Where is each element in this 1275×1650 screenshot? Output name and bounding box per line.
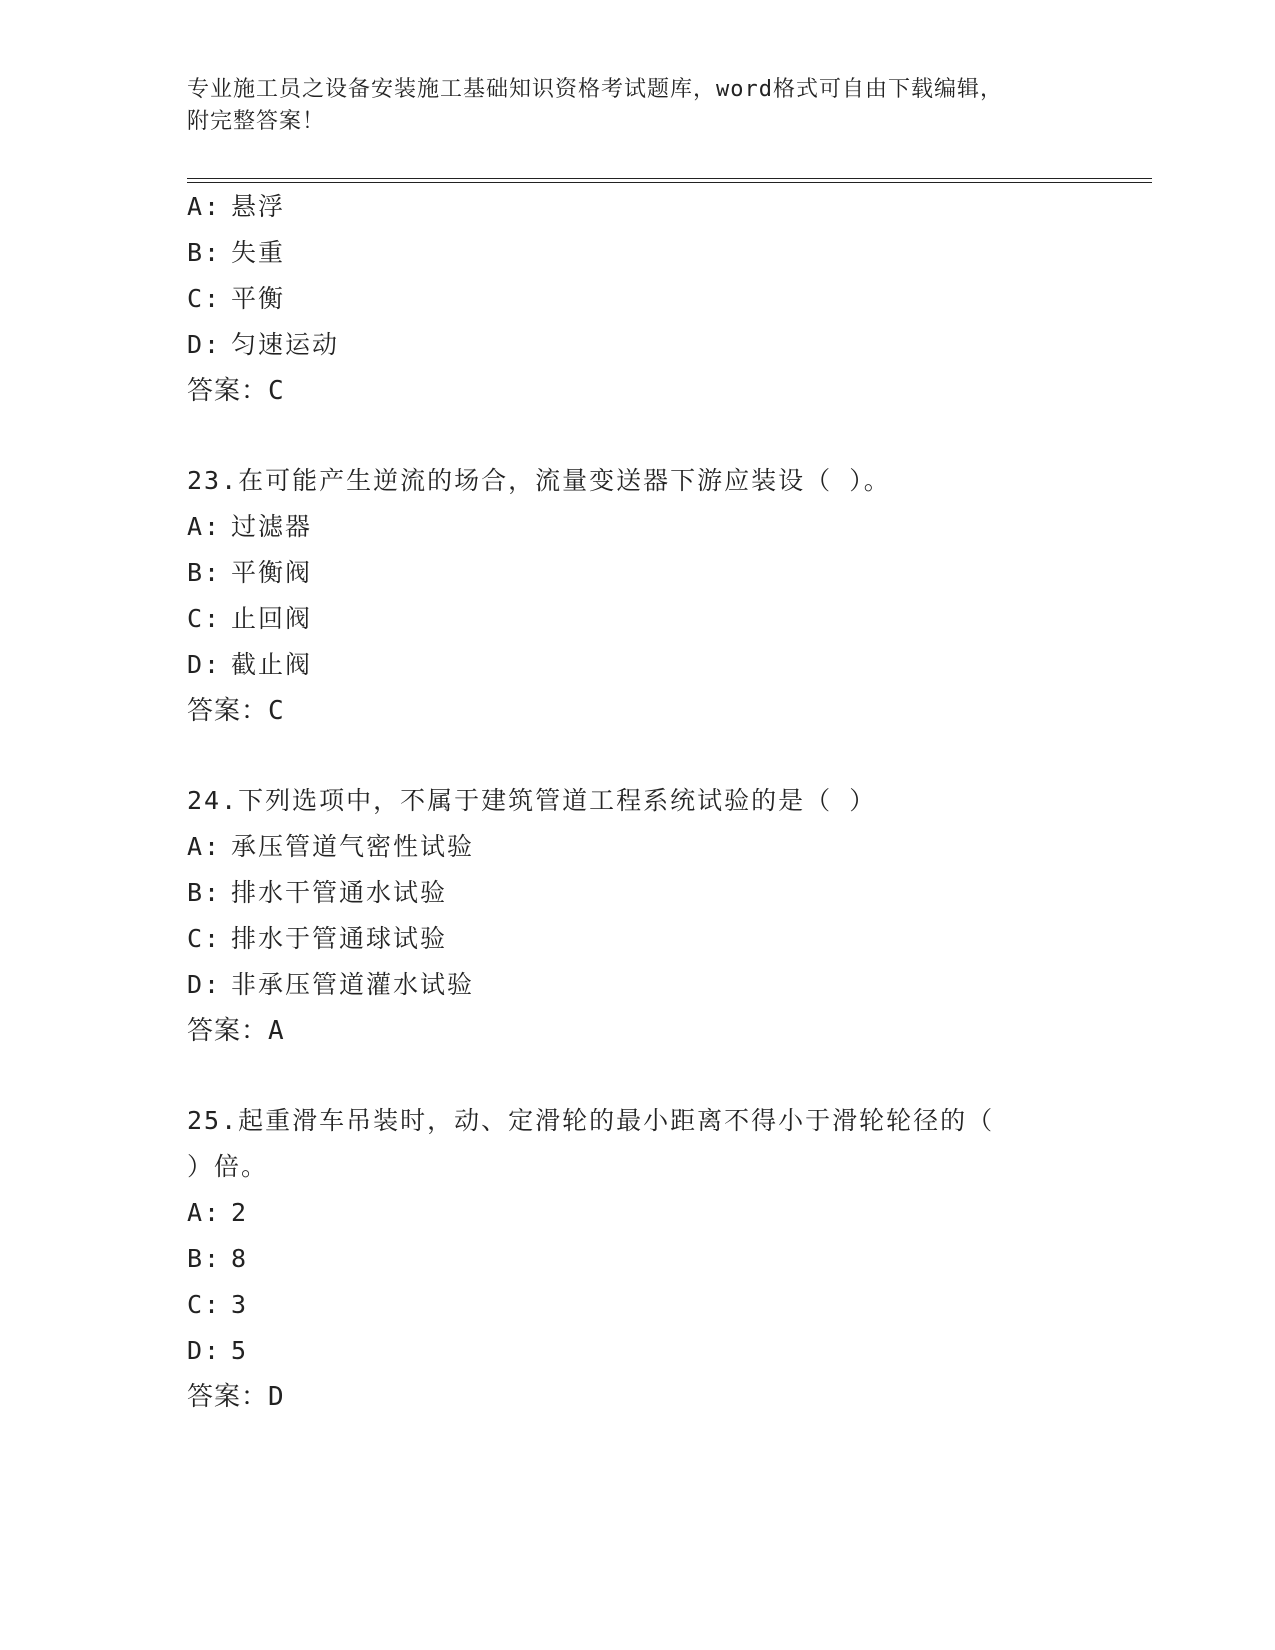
question-25 [187, 1106, 1087, 1428]
option-b [187, 558, 1087, 604]
spacer [187, 742, 1087, 786]
option-text: 非承压管道灌水试验 [231, 970, 475, 999]
header-divider-bottom [187, 182, 1152, 183]
option-text: 截止阀 [231, 650, 313, 679]
option-letter: D: [187, 650, 222, 679]
option-d [187, 650, 1087, 696]
option-text: 2 [231, 1198, 249, 1227]
option-letter: C: [187, 284, 222, 313]
option-letter: C: [187, 1290, 222, 1319]
option-letter: B: [187, 238, 222, 267]
option-text: 止回阀 [231, 604, 313, 633]
header-title-line-2: 附完整答案！ [187, 109, 326, 134]
header-title-line-1: 专业施工员之设备安装施工基础知识资格考试题库，word格式可自由下载编辑， [187, 77, 1003, 102]
option-text: 过滤器 [231, 512, 313, 541]
option-a [187, 192, 1087, 238]
option-d [187, 1336, 1087, 1382]
option-text: 平衡 [231, 284, 286, 313]
option-text: 排水干管通水试验 [231, 878, 448, 907]
question-text-line-2: ）倍。 [187, 1152, 269, 1181]
option-letter: D: [187, 330, 222, 359]
option-text: 悬浮 [231, 192, 286, 221]
option-text: 承压管道气密性试验 [231, 832, 475, 861]
option-letter: B: [187, 1244, 222, 1273]
question-text: 23.在可能产生逆流的场合，流量变送器下游应装设（ ）。 [187, 466, 891, 495]
option-a [187, 1198, 1087, 1244]
answer-line: 答案：C [187, 696, 285, 726]
option-c [187, 1290, 1087, 1336]
option-text: 平衡阀 [231, 558, 313, 587]
option-b [187, 238, 1087, 284]
option-text: 8 [231, 1244, 249, 1273]
question-22-continued [187, 192, 1087, 422]
option-text: 排水于管通球试验 [231, 924, 448, 953]
option-text: 失重 [231, 238, 286, 267]
question-text-line-1: 25.起重滑车吊装时，动、定滑轮的最小距离不得小于滑轮轮径的（ [187, 1106, 995, 1135]
option-letter: B: [187, 558, 222, 587]
option-c [187, 924, 1087, 970]
option-letter: D: [187, 970, 222, 999]
spacer [187, 1062, 1087, 1106]
option-letter: C: [187, 604, 222, 633]
answer-line: 答案：D [187, 1382, 285, 1412]
option-letter: A: [187, 832, 222, 861]
spacer [187, 422, 1087, 466]
option-text: 匀速运动 [231, 330, 340, 359]
option-a [187, 832, 1087, 878]
option-a [187, 512, 1087, 558]
option-letter: A: [187, 1198, 222, 1227]
option-text: 5 [231, 1336, 249, 1365]
option-letter: A: [187, 512, 222, 541]
document-header [187, 74, 1067, 138]
option-d [187, 970, 1087, 1016]
header-divider-top [187, 178, 1152, 179]
option-letter: B: [187, 878, 222, 907]
question-23 [187, 466, 1087, 742]
option-b [187, 1244, 1087, 1290]
option-c [187, 604, 1087, 650]
option-letter: C: [187, 924, 222, 953]
option-b [187, 878, 1087, 924]
option-d [187, 330, 1087, 376]
answer-line: 答案：A [187, 1016, 285, 1046]
answer-line: 答案：C [187, 376, 285, 406]
option-c [187, 284, 1087, 330]
option-text: 3 [231, 1290, 249, 1319]
question-list [187, 192, 1087, 1428]
option-letter: A: [187, 192, 222, 221]
question-24 [187, 786, 1087, 1062]
option-letter: D: [187, 1336, 222, 1365]
question-text: 24.下列选项中，不属于建筑管道工程系统试验的是（ ） [187, 786, 877, 815]
